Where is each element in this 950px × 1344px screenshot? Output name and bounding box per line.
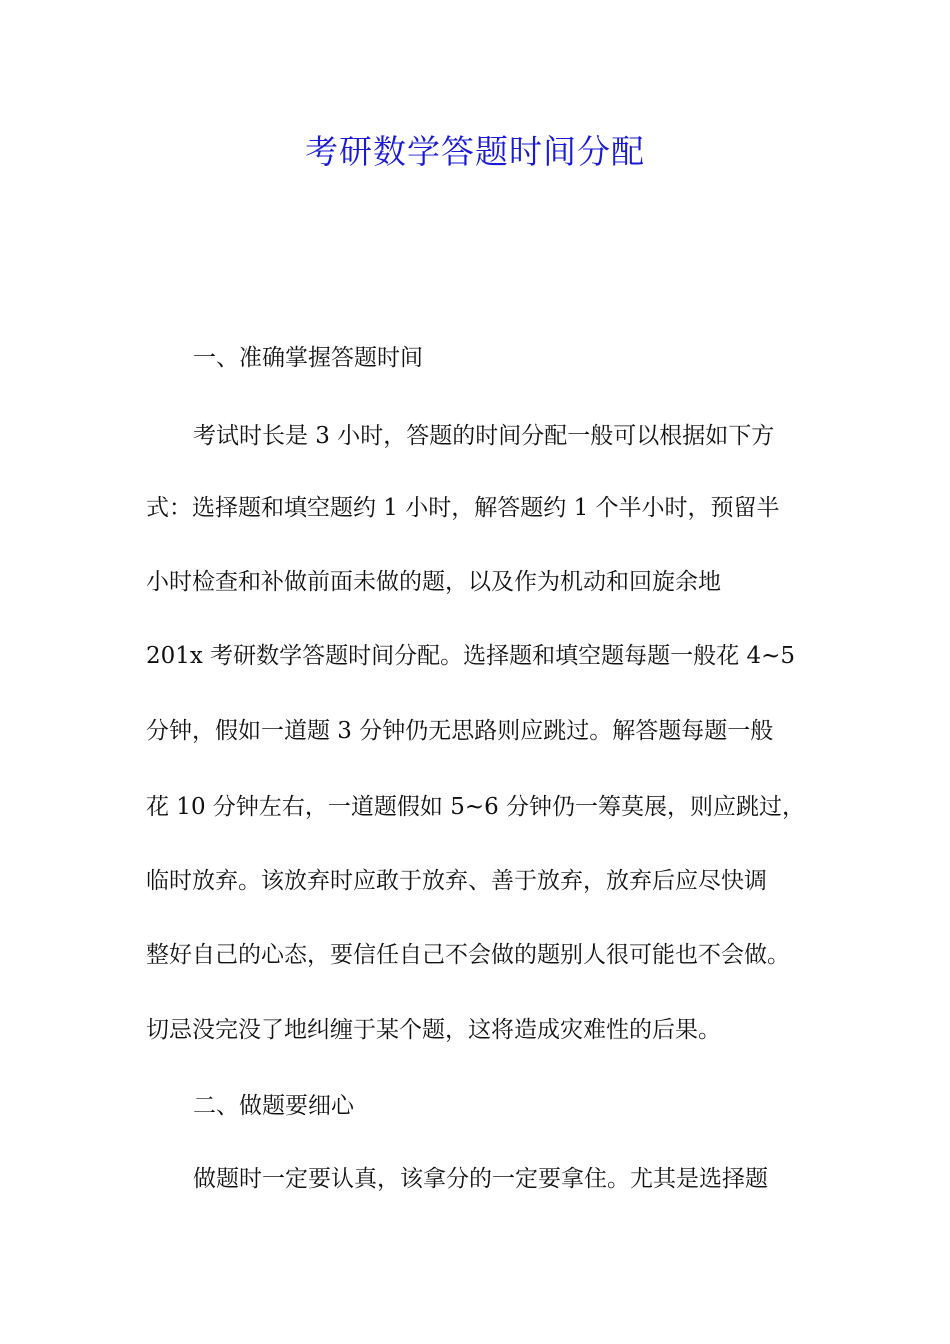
paragraph-line: 做题时一定要认真，该拿分的一定要拿住。尤其是选择题 (193, 1166, 768, 1192)
document-title: 考研数学答题时间分配 (305, 132, 645, 171)
paragraph-line: 201x 考研数学答题时间分配。选择题和填空题每题一般花 4~5 (146, 643, 796, 669)
paragraph-line: 分钟，假如一道题 3 分钟仍无思路则应跳过。解答题每题一般 (146, 718, 774, 744)
paragraph-line: 式：选择题和填空题约 1 小时，解答题约 1 个半小时，预留半 (146, 495, 780, 521)
paragraph-line: 临时放弃。该放弃时应敢于放弃、善于放弃，放弃后应尽快调 (146, 868, 767, 894)
section-heading-2: 二、做题要细心 (193, 1093, 354, 1119)
paragraph-line: 考试时长是 3 小时，答题的时间分配一般可以根据如下方 (193, 423, 775, 449)
paragraph-line: 整好自己的心态，要信任自己不会做的题别人很可能也不会做。 (146, 942, 790, 968)
paragraph-line: 小时检查和补做前面未做的题，以及作为机动和回旋余地 (146, 569, 721, 595)
paragraph-line: 切忌没完没了地纠缠于某个题，这将造成灾难性的后果。 (146, 1017, 721, 1043)
section-heading-1: 一、准确掌握答题时间 (193, 345, 423, 371)
paragraph-line: 花 10 分钟左右，一道题假如 5~6 分钟仍一筹莫展，则应跳过， (146, 794, 806, 820)
